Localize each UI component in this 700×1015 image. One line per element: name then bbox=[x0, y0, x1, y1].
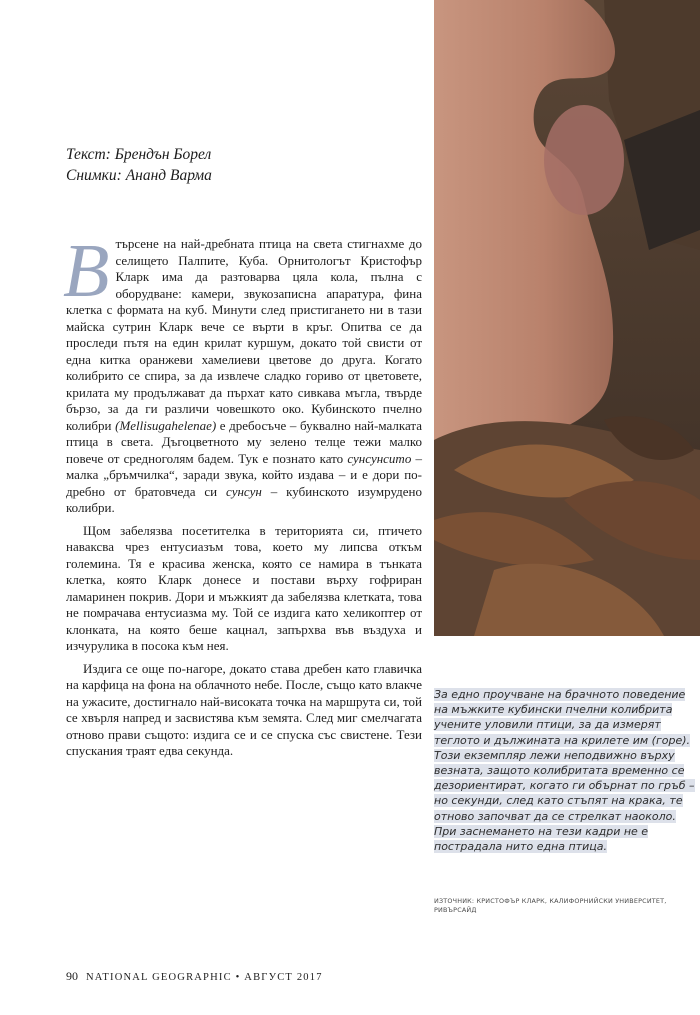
caption-source: ИЗТОЧНИК: КРИСТОФЪР КЛАРК, КАЛИФОРНИЙСКИ УНИВЕРСИТЕТ, РИВЪРСАЙД bbox=[434, 897, 667, 914]
paragraph-1-text-a: търсене на най-дребната птица на света стигнахме до селището Палпите, Куба. Орнитологът Кристофър Кларк има да разтоварва цяла кола, пълна с оборудване: камери, звукозаписна апаратура, фина клетка с формата на куб. Минути след пристигането ни в тази майска сутрин Кларк вече се върти в кръг. Опитва се да проследи пътя на един крилат куршум, докато той свисти от една китка оранжеви хамелиеви цветове до друга. Когато колибрито се спира, за да извлече сладко гориво от цветовете, крилата му продължават да пърхат като сивкава мъгла, твърде бързо, за да ги различи човешкото око. Кубинското пчелно колибри bbox=[66, 236, 422, 433]
paragraph-2: Щом забелязва посетителка в територията си, птичето наваксва чрез ентусиазъм това, което му липсва откъм големина. Тя е красива женска, която се намира в тънката клетка, която Кларк донесе и постави върху гофриран ламаринен покрив. Дори и мъжкият да забелязва клетката, това не помрачава ентусиазма му. Той се издига като хеликоптер от клонката, на която беше кацнал, запърхва във въздуха и изчурулика в посока към нея. bbox=[66, 522, 422, 653]
publication-line: NATIONAL GEOGRAPHIC • АВГУСТ 2017 bbox=[86, 972, 323, 983]
cousin-name-term: сунсун bbox=[226, 483, 262, 499]
paragraph-1-text-d: – кубинското изумрудено колибри. bbox=[66, 483, 422, 515]
photographer-credit: Снимки: Ананд Варма bbox=[66, 167, 212, 184]
latin-name: (Mellisugahelenae) bbox=[115, 417, 217, 433]
page-footer bbox=[66, 969, 323, 984]
caption-text: За едно проучване на брачното поведение на мъжките кубински пчелни колибрита учените уловили птици, за да измерят теглото и дължината на крилете им (горе). Този екземпляр лежи неподвижно върху везната, защото колибритата временно се дезориентират, когато ги обърнат по гръб – но секунди, след като стъпят на крака, те отново започват да се стрелкат наоколо. При заснемането на тези кадри не е пострадала нито една птица. bbox=[434, 688, 695, 854]
hummingbird-photo bbox=[434, 0, 700, 636]
author-credit: Текст: Брендън Борел bbox=[66, 146, 212, 163]
paragraph-1-text-c: – малка „бръмчилка“, заради звука, който издава – и е дори по-дребно от братовчеда си bbox=[66, 450, 423, 499]
photo-caption bbox=[434, 687, 696, 854]
page-number: 90 bbox=[66, 969, 78, 983]
local-name-term: сунсунсито bbox=[347, 450, 412, 466]
paragraph-1-text-b: е дребосъче – буквално най-малката птица в света. Дъгоцветното му зелено телце тежи малко повече от средноголям бадем. Тук е познато като bbox=[66, 417, 423, 466]
article-body bbox=[63, 229, 423, 766]
drop-cap: В bbox=[63, 229, 110, 313]
article-credits bbox=[66, 144, 386, 186]
paragraph-3: Издига се още по-нагоре, докато става дребен като главичка на карфица на фона на облачното небе. После, също като влакче на ужасите, достигнало най-високата точка на маршрута си, той се хвърля напред и засвистява към земята. След миг смелчагата отново прави същото: издига се и се спуска със свистене. Тези спускания траят едва секунда. bbox=[66, 660, 422, 758]
paragraph-1 bbox=[63, 229, 423, 517]
